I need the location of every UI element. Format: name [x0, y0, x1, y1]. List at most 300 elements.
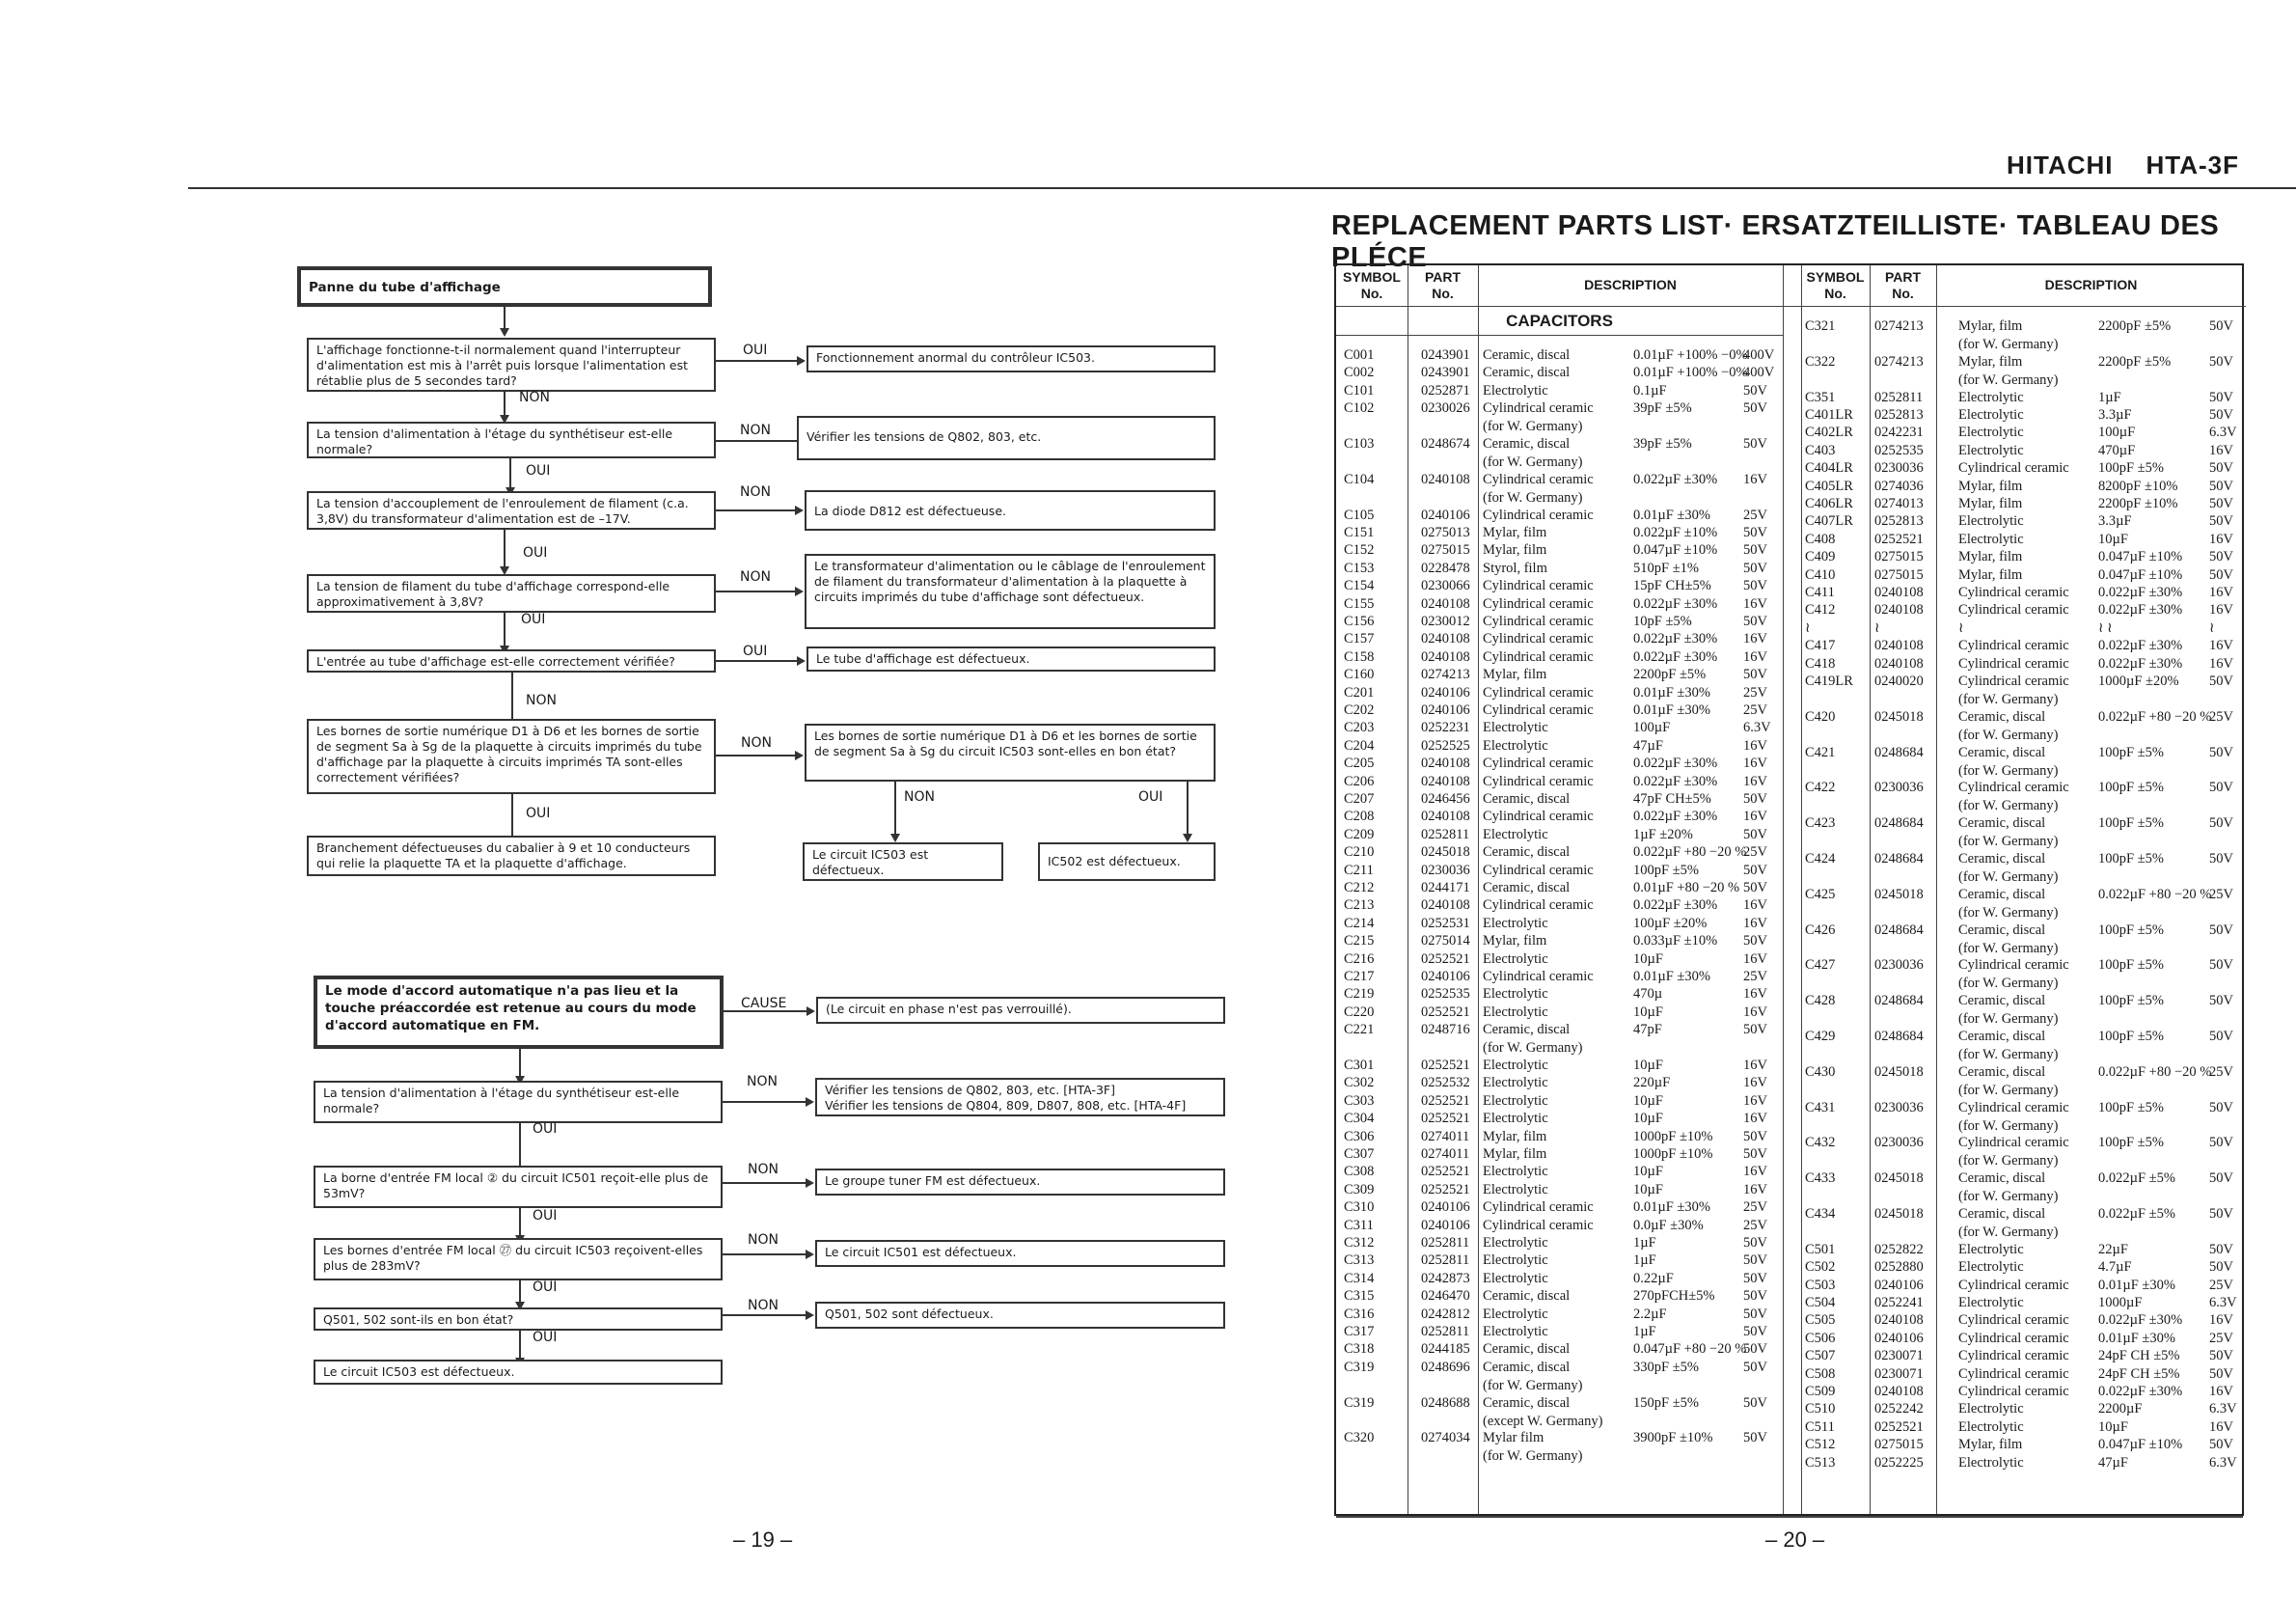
- flow2-q4-no: NON: [748, 1298, 779, 1313]
- col-desc-header-right: DESCRIPTION: [2044, 277, 2138, 292]
- symbol-cell: C103: [1344, 436, 1375, 452]
- symbol-cell: C503: [1805, 1277, 1836, 1293]
- note-cell: (for W. Germany): [1483, 489, 1583, 506]
- flow1-q3: La tension d'accouplement de l'enroulement de filament (c.a. 3,8V) du transformateur d'alimentation est de –17V.: [307, 491, 716, 530]
- value-cell: 100pF ±5%: [2098, 815, 2164, 832]
- value-cell: 0.022µF ±30%: [2098, 655, 2183, 672]
- part-cell: 0240108: [1421, 595, 1470, 612]
- value-cell: 0.022µF +80 −20 %: [2098, 708, 2212, 725]
- part-cell: 0252231: [1421, 720, 1470, 736]
- part-cell: 0248716: [1421, 1022, 1470, 1038]
- flow2-r1b: Vérifier les tensions de Q804, 809, D807, 808, etc. [HTA-4F]: [825, 1098, 1187, 1113]
- part-cell: 0240108: [1874, 1384, 1924, 1399]
- voltage-cell: 25V: [2209, 1330, 2233, 1346]
- desc-cell: Mylar, film: [1483, 525, 1547, 540]
- value-cell: 220µF: [1633, 1075, 1671, 1091]
- part-cell: 0252225: [1874, 1454, 1924, 1471]
- voltage-cell: 16V: [1743, 1181, 1767, 1197]
- value-cell: 0.022µF +80 −20 %: [2098, 886, 2212, 902]
- value-cell: 10µF: [1633, 1058, 1663, 1073]
- voltage-cell: 25V: [2209, 1063, 2233, 1080]
- value-cell: 1000µF: [2098, 1295, 2143, 1310]
- voltage-cell: 50V: [1743, 826, 1767, 842]
- voltage-cell: 16V: [1743, 1058, 1767, 1073]
- part-cell: 0240106: [1874, 1330, 1924, 1346]
- desc-cell: Mylar, film: [1958, 318, 2023, 334]
- symbol-cell: C313: [1344, 1252, 1375, 1269]
- brand-name: HITACHI: [2007, 151, 2114, 179]
- table-row: [1336, 1454, 2246, 1472]
- value-cell: 8200pF ±10%: [2098, 478, 2178, 494]
- part-cell: 0274011: [1421, 1128, 1470, 1144]
- value-cell: 22µF: [2098, 1241, 2128, 1257]
- voltage-cell: 50V: [2209, 1365, 2233, 1382]
- desc-cell: Ceramic, discal: [1483, 347, 1571, 363]
- table-row: [1336, 389, 2246, 407]
- part-cell: 0240108: [1874, 655, 1924, 672]
- symbol-cell: C403: [1805, 442, 1836, 458]
- desc-cell: Cylindrical ceramic: [1483, 684, 1594, 701]
- value-cell: 0.01µF ±30%: [2098, 1277, 2175, 1293]
- flow2-r2: Le groupe tuner FM est défectueux.: [815, 1169, 1225, 1196]
- value-cell: 0.022µF ±30%: [1633, 631, 1718, 647]
- value-cell: 2200pF ±5%: [2098, 353, 2172, 370]
- value-cell: 0.022µF ±30%: [2098, 1312, 2183, 1329]
- part-cell: 0252813: [1874, 407, 1924, 423]
- table-row: [1336, 1436, 2246, 1454]
- value-cell: 24pF CH ±5%: [2098, 1365, 2180, 1382]
- symbol-cell: C151: [1344, 525, 1375, 540]
- part-cell: 0240108: [1421, 773, 1470, 789]
- desc-cell: Electrolytic: [1483, 1181, 1548, 1197]
- voltage-cell: 50V: [2209, 407, 2233, 423]
- flow1-q1: L'affichage fonctionne-t-il normalement quand l'interrupteur d'alimentation est mis à l'arrêt puis lorsque l'alimentation est rétablie plus de 5 secondes tard?: [307, 338, 716, 392]
- note-cell: (for W. Germany): [1958, 976, 2059, 992]
- voltage-cell: 50V: [1743, 1359, 1767, 1375]
- desc-cell: Ceramic, discal: [1483, 1341, 1571, 1358]
- part-cell: 0274213: [1874, 318, 1924, 334]
- symbol-cell: C201: [1344, 684, 1375, 701]
- voltage-cell: 50V: [1743, 578, 1767, 594]
- desc-cell: Styrol, film: [1483, 560, 1547, 576]
- desc-cell: Cylindrical ceramic: [1483, 595, 1594, 612]
- symbol-cell: C206: [1344, 773, 1375, 789]
- value-cell: 270pFCH±5%: [1633, 1288, 1715, 1305]
- value-cell: 10µF: [1633, 950, 1663, 967]
- value-cell: 1µF ±20%: [1633, 826, 1693, 842]
- brand-header: [2007, 151, 2239, 180]
- flow1-q6-yes: OUI: [526, 806, 551, 821]
- symbol-cell: C316: [1344, 1306, 1375, 1322]
- table-row: [1336, 459, 2246, 478]
- voltage-cell: 16V: [1743, 915, 1767, 931]
- flow1-q4-yes: OUI: [521, 612, 546, 627]
- desc-cell: Cylindrical ceramic: [1958, 1135, 2069, 1151]
- part-cell: 0242873: [1421, 1270, 1470, 1286]
- table-row: [1336, 601, 2246, 619]
- desc-cell: Cylindrical ceramic: [1483, 1217, 1594, 1233]
- symbol-cell: C157: [1344, 631, 1375, 647]
- desc-cell: Electrolytic: [1958, 531, 2024, 547]
- value-cell: 100µF: [1633, 720, 1671, 736]
- symbol-cell: C402LR: [1805, 425, 1853, 441]
- part-cell: 0275013: [1421, 525, 1470, 540]
- value-cell: 0.01µF ±30%: [1633, 507, 1710, 523]
- part-cell: 0275015: [1421, 542, 1470, 559]
- flow1-q2-no: NON: [740, 423, 771, 438]
- note-cell: (for W. Germany): [1483, 1377, 1583, 1393]
- symbol-cell: C319: [1344, 1359, 1375, 1375]
- note-cell: (for W. Germany): [1483, 1040, 1583, 1057]
- flow1-q5-yes: OUI: [743, 644, 768, 659]
- value-cell: 10µF: [1633, 1004, 1663, 1020]
- desc-cell: Electrolytic: [1483, 1164, 1548, 1180]
- symbol-cell: C408: [1805, 531, 1836, 547]
- value-cell: 0.047µF ±10%: [2098, 566, 2183, 583]
- symbol-cell: C422: [1805, 780, 1836, 796]
- symbol-cell: C302: [1344, 1075, 1375, 1091]
- desc-cell: Cylindrical ceramic: [1483, 862, 1594, 878]
- value-cell: 0.01µF +80 −20 %: [1633, 880, 1740, 895]
- flow2-q1-no: NON: [747, 1074, 778, 1089]
- voltage-cell: 25V: [1743, 684, 1767, 701]
- note-cell: (for W. Germany): [1483, 1448, 1583, 1465]
- part-cell: 0275015: [1874, 566, 1924, 583]
- symbol-cell: C221: [1344, 1022, 1375, 1038]
- symbol-cell: C158: [1344, 648, 1375, 665]
- desc-cell: Cylindrical ceramic: [1483, 897, 1594, 914]
- part-cell: 0246470: [1421, 1288, 1470, 1305]
- symbol-cell: C417: [1805, 638, 1836, 654]
- voltage-cell: 25V: [1743, 507, 1767, 523]
- note-cell: (for W. Germany): [1958, 798, 2059, 814]
- symbol-cell: C205: [1344, 756, 1375, 772]
- symbol-cell: C424: [1805, 851, 1836, 867]
- value-cell: 0.022µF +80 −20 %: [2098, 1063, 2212, 1080]
- flow2-r0: (Le circuit en phase n'est pas verrouillé).: [816, 997, 1225, 1024]
- voltage-cell: 50V: [2209, 566, 2233, 583]
- part-cell: 0252521: [1421, 1004, 1470, 1020]
- voltage-cell: 6.3V: [2209, 1454, 2237, 1471]
- value-cell: 10µF: [1633, 1111, 1663, 1127]
- symbol-cell: C430: [1805, 1063, 1836, 1080]
- desc-cell: Cylindrical ceramic: [1958, 655, 2069, 672]
- value-cell: 0.047µF +80 −20 %: [1633, 1341, 1747, 1358]
- value-cell: 1µF: [2098, 389, 2121, 405]
- desc-cell: Ceramic, discal: [1958, 993, 2046, 1009]
- voltage-cell: 6.3V: [1743, 720, 1771, 736]
- value-cell: 0.022µF +80 −20 %: [1633, 844, 1747, 861]
- desc-cell: Ceramic, discal: [1958, 815, 2046, 832]
- voltage-cell: 25V: [1743, 969, 1767, 984]
- part-cell: 0252521: [1421, 1092, 1470, 1109]
- symbol-cell: C309: [1344, 1181, 1375, 1197]
- voltage-cell: 50V: [2209, 478, 2233, 494]
- part-cell: 0252241: [1874, 1295, 1924, 1310]
- note-cell: (for W. Germany): [1958, 940, 2059, 956]
- desc-cell: Ceramic, discal: [1483, 880, 1571, 895]
- value-cell: 47µF: [2098, 1454, 2128, 1471]
- value-cell: 10µF: [2098, 531, 2128, 547]
- value-cell: 3900pF ±10%: [1633, 1430, 1713, 1446]
- part-cell: 0252521: [1874, 531, 1924, 547]
- value-cell: 4.7µF: [2098, 1259, 2132, 1276]
- desc-cell: Cylindrical ceramic: [1958, 780, 2069, 796]
- flow2-r4: Q501, 502 sont défectueux.: [815, 1302, 1225, 1329]
- part-cell: 0252811: [1421, 1252, 1470, 1269]
- value-cell: 330pF ±5%: [1633, 1359, 1699, 1375]
- part-cell: 0240108: [1421, 648, 1470, 665]
- part-cell: 0274034: [1421, 1430, 1470, 1446]
- desc-cell: Electrolytic: [1958, 407, 2024, 423]
- voltage-cell: 50V: [2209, 1135, 2233, 1151]
- voltage-cell: 50V: [2209, 851, 2233, 867]
- value-cell: 2200µF: [2098, 1401, 2143, 1417]
- symbol-cell: C322: [1805, 353, 1836, 370]
- part-cell: 0274213: [1421, 667, 1470, 683]
- value-cell: 100pF ±5%: [2098, 957, 2164, 974]
- note-cell: (for W. Germany): [1958, 1153, 2059, 1169]
- symbol-cell: C419LR: [1805, 674, 1853, 689]
- value-cell: 100pF ±5%: [1633, 862, 1699, 878]
- value-cell: 10pF ±5%: [1633, 614, 1692, 629]
- symbol-cell: C511: [1805, 1418, 1835, 1435]
- symbol-cell: C156: [1344, 614, 1375, 629]
- symbol-cell: C433: [1805, 1170, 1836, 1187]
- voltage-cell: 50V: [1743, 1288, 1767, 1305]
- part-cell: 0245018: [1874, 1063, 1924, 1080]
- symbol-cell: C434: [1805, 1206, 1836, 1222]
- desc-cell: Cylindrical ceramic: [1483, 756, 1594, 772]
- voltage-cell: 50V: [1743, 667, 1767, 683]
- desc-cell: Electrolytic: [1958, 1401, 2024, 1417]
- value-cell: 0.033µF ±10%: [1633, 933, 1718, 949]
- flow2-q2-yes: OUI: [533, 1208, 558, 1224]
- part-cell: 0240106: [1874, 1277, 1924, 1293]
- value-cell: 0.01µF ±30%: [1633, 1199, 1710, 1216]
- desc-cell: Cylindrical ceramic: [1958, 1277, 2069, 1293]
- value-cell: 0.022µF ±30%: [1633, 648, 1718, 665]
- desc-cell: Electrolytic: [1483, 1252, 1548, 1269]
- symbol-cell: C308: [1344, 1164, 1375, 1180]
- value-cell: 0.0µF ±30%: [1633, 1217, 1704, 1233]
- symbol-cell: C427: [1805, 957, 1836, 974]
- note-cell: (for W. Germany): [1958, 727, 2059, 743]
- table-row: [1336, 619, 2246, 638]
- symbol-cell: C431: [1805, 1099, 1836, 1115]
- part-cell: 0240106: [1421, 702, 1470, 718]
- desc-cell: Cylindrical ceramic: [1483, 614, 1594, 629]
- page-number-right: – 20 –: [1765, 1527, 1825, 1552]
- part-cell: 0243901: [1421, 365, 1470, 381]
- part-cell: 0240106: [1421, 507, 1470, 523]
- table-row: [1336, 566, 2246, 585]
- note-cell: (for W. Germany): [1958, 1117, 2059, 1134]
- voltage-cell: 16V: [2209, 638, 2233, 654]
- part-cell: 0274036: [1874, 478, 1924, 494]
- part-cell: 0274011: [1421, 1146, 1470, 1162]
- value-cell: 0.022µF ±5%: [2098, 1206, 2175, 1222]
- symbol-cell: C432: [1805, 1135, 1836, 1151]
- voltage-cell: 50V: [2209, 1348, 2233, 1364]
- flow2-q3-yes: OUI: [533, 1279, 558, 1295]
- voltage-cell: 50V: [2209, 1206, 2233, 1222]
- desc-cell: Cylindrical ceramic: [1483, 631, 1594, 647]
- part-cell: 0248684: [1874, 922, 1924, 938]
- desc-cell: Mylar, film: [1483, 667, 1547, 683]
- table-row: [1336, 495, 2246, 513]
- value-cell: 47pF: [1633, 1022, 1662, 1038]
- value-cell: 0.022µF ±30%: [1633, 809, 1718, 825]
- flow2-r1: [815, 1078, 1225, 1116]
- voltage-cell: 50V: [2209, 1099, 2233, 1115]
- value-cell: 39pF ±5%: [1633, 436, 1692, 452]
- symbol-cell: C506: [1805, 1330, 1836, 1346]
- value-cell: 100µF: [2098, 425, 2136, 441]
- flow1-q6-no: NON: [741, 735, 772, 751]
- flow1-q2: La tension d'alimentation à l'étage du synthétiseur est-elle normale?: [307, 422, 716, 458]
- note-cell: (for W. Germany): [1958, 834, 2059, 850]
- value-cell: 10µF: [1633, 1092, 1663, 1109]
- symbol-cell: C220: [1344, 1004, 1375, 1020]
- desc-cell: Electrolytic: [1958, 425, 2024, 441]
- symbol-cell: C501: [1805, 1241, 1836, 1257]
- part-cell: 0243901: [1421, 347, 1470, 363]
- value-cell: 0.022µF ±30%: [1633, 897, 1718, 914]
- voltage-cell: 50V: [1743, 560, 1767, 576]
- value-cell: 470µF: [2098, 442, 2136, 458]
- part-cell: 0252242: [1874, 1401, 1924, 1417]
- value-cell: 0.022µF ±30%: [1633, 595, 1718, 612]
- desc-cell: Electrolytic: [1483, 950, 1548, 967]
- desc-cell: Mylar, film: [1483, 1146, 1547, 1162]
- part-cell: 0248674: [1421, 436, 1470, 452]
- voltage-cell: 50V: [1743, 1252, 1767, 1269]
- part-cell: 0240108: [1421, 809, 1470, 825]
- desc-cell: Cylindrical ceramic: [1958, 1099, 2069, 1115]
- part-cell: 0252871: [1421, 382, 1470, 399]
- voltage-cell: 50V: [2209, 389, 2233, 405]
- flow1-r8: IC502 est défectueux.: [1038, 842, 1216, 881]
- symbol-cell: C407LR: [1805, 513, 1853, 530]
- voltage-cell: 50V: [1743, 542, 1767, 559]
- desc-cell: Electrolytic: [1483, 720, 1548, 736]
- desc-cell: Cylindrical ceramic: [1483, 578, 1594, 594]
- part-cell: 0252811: [1421, 1235, 1470, 1251]
- value-cell: 100pF ±5%: [2098, 780, 2164, 796]
- desc-cell: Cylindrical ceramic: [1483, 809, 1594, 825]
- part-cell: 0230036: [1874, 780, 1924, 796]
- value-cell: 15pF CH±5%: [1633, 578, 1711, 594]
- value-cell: 100pF ±5%: [2098, 1135, 2164, 1151]
- desc-cell: Electrolytic: [1483, 382, 1548, 399]
- voltage-cell: 50V: [1743, 436, 1767, 452]
- voltage-cell: 50V: [2209, 1241, 2233, 1257]
- voltage-cell: 25V: [1743, 702, 1767, 718]
- desc-cell: Electrolytic: [1958, 513, 2024, 530]
- desc-cell: Ceramic, discal: [1958, 1063, 2046, 1080]
- value-cell: 0.01µF ±30%: [1633, 702, 1710, 718]
- voltage-cell: 16V: [1743, 1004, 1767, 1020]
- table-row: [1336, 1330, 2246, 1348]
- desc-cell: Ceramic, discal: [1958, 1029, 2046, 1044]
- part-cell: 0228478: [1421, 560, 1470, 576]
- table-row: [1336, 1383, 2246, 1401]
- desc-cell: Ceramic, discal: [1958, 886, 2046, 902]
- flow1-q4: La tension de filament du tube d'affichage correspond-elle approximativement à 3,8V?: [307, 574, 716, 613]
- symbol-cell: C207: [1344, 791, 1375, 807]
- flow2-q2: La borne d'entrée FM local ② du circuit IC501 reçoit-elle plus de 53mV?: [314, 1166, 723, 1208]
- voltage-cell: 16V: [2209, 1312, 2233, 1329]
- flow1-r5: Le tube d'affichage est défectueux.: [806, 646, 1216, 672]
- symbol-cell: C508: [1805, 1365, 1836, 1382]
- value-cell: 1µF: [1633, 1252, 1656, 1269]
- part-cell: 0252813: [1874, 513, 1924, 530]
- voltage-cell: 50V: [1743, 1270, 1767, 1286]
- desc-cell: Cylindrical ceramic: [1958, 1312, 2069, 1329]
- part-cell: 0252532: [1421, 1075, 1470, 1091]
- parts-list-title: REPLACEMENT PARTS LIST· ERSATZTEILLISTE· TABLEAU DES PLÉCE: [1331, 210, 2220, 273]
- desc-cell: Ceramic, discal: [1958, 1206, 2046, 1222]
- desc-cell: Mylar, film: [1958, 566, 2023, 583]
- desc-cell: Cylindrical ceramic: [1958, 585, 2069, 600]
- flow1-r3: La diode D812 est défectueuse.: [805, 490, 1216, 531]
- part-cell: 0248684: [1874, 993, 1924, 1009]
- voltage-cell: 16V: [1743, 595, 1767, 612]
- desc-cell: Cylindrical ceramic: [1483, 702, 1594, 718]
- desc-cell: Cylindrical ceramic: [1958, 957, 2069, 974]
- part-cell: 0230036: [1874, 460, 1924, 477]
- symbol-cell: C101: [1344, 382, 1375, 399]
- symbol-cell: C208: [1344, 809, 1375, 825]
- flow1-q1-no: NON: [519, 390, 550, 405]
- table-row: [1336, 1418, 2246, 1437]
- table-row: [1336, 1400, 2246, 1418]
- value-cell: 2.2µF: [1633, 1306, 1667, 1322]
- desc-cell: Cylindrical ceramic: [1483, 507, 1594, 523]
- symbol-cell: C216: [1344, 950, 1375, 967]
- voltage-cell: 16V: [1743, 1075, 1767, 1091]
- part-cell: 0240108: [1874, 638, 1924, 654]
- part-cell: 0230036: [1874, 1135, 1924, 1151]
- symbol-cell: C319: [1344, 1394, 1375, 1411]
- voltage-cell: 50V: [1743, 1235, 1767, 1251]
- symbol-cell: C306: [1344, 1128, 1375, 1144]
- value-cell: 100pF ±5%: [2098, 922, 2164, 938]
- part-cell: 0252521: [1421, 1111, 1470, 1127]
- flow1-r4: Le transformateur d'alimentation ou le câblage de l'enroulement de filament du transformateur d'alimentation à la plaquette à circuits imprimés du tube d'affichage sont défectueux.: [805, 554, 1216, 629]
- flow1-r2: Vérifier les tensions de Q802, 803, etc.: [797, 416, 1216, 460]
- voltage-cell: 16V: [1743, 1164, 1767, 1180]
- value-cell: 0.047µF ±10%: [1633, 542, 1718, 559]
- value-cell: 10µF: [1633, 1181, 1663, 1197]
- symbol-cell: C217: [1344, 969, 1375, 984]
- voltage-cell: 50V: [2209, 460, 2233, 477]
- desc-cell: Electrolytic: [1958, 442, 2024, 458]
- flow1-r1: Fonctionnement anormal du contrôleur IC503.: [806, 345, 1216, 372]
- value-cell: 100pF ±5%: [2098, 744, 2164, 760]
- symbol-cell: C421: [1805, 744, 1836, 760]
- value-cell: 0.022µF ±30%: [1633, 773, 1718, 789]
- voltage-cell: 16V: [2209, 1384, 2233, 1399]
- flow1-q1-yes: OUI: [743, 343, 768, 358]
- voltage-cell: 50V: [1743, 1022, 1767, 1038]
- symbol-cell: C405LR: [1805, 478, 1853, 494]
- part-cell: 0252521: [1874, 1418, 1924, 1435]
- part-cell: 0245018: [1874, 886, 1924, 902]
- value-cell: 1000pF ±10%: [1633, 1128, 1713, 1144]
- desc-cell: Mylar, film: [1483, 1128, 1547, 1144]
